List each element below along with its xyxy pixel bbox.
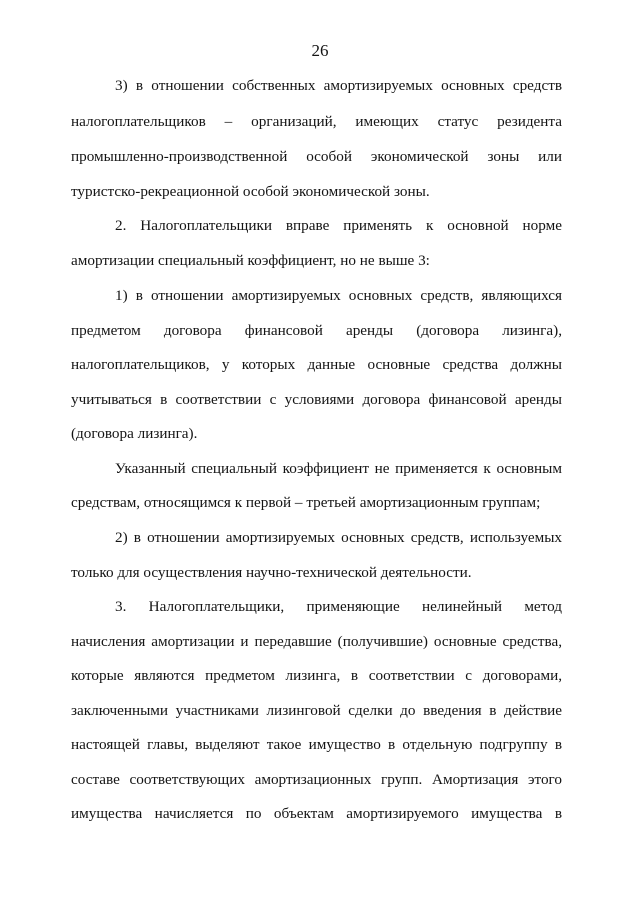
paragraph-line: 3. Налогоплательщики, применяющие нелинейный метод bbox=[115, 598, 562, 615]
paragraph-line: составе соответствующих амортизационных групп. Амортизация этого bbox=[71, 771, 562, 788]
paragraph-line: (договора лизинга). bbox=[71, 425, 198, 442]
paragraph-line: 2. Налогоплательщики вправе применять к основной норме bbox=[115, 217, 562, 234]
paragraph-line: 2) в отношении амортизируемых основных средств, используемых bbox=[115, 529, 562, 546]
paragraph-line: амортизации специальный коэффициент, но не выше 3: bbox=[71, 252, 430, 269]
paragraph-line: начисления амортизации и передавшие (получившие) основные средства, bbox=[71, 633, 562, 650]
paragraph-line: налогоплательщиков, у которых данные основные средства должны bbox=[71, 356, 562, 373]
paragraph-line: которые являются предметом лизинга, в соответствии с договорами, bbox=[71, 667, 562, 684]
paragraph-line: настоящей главы, выделяют такое имущество в отдельную подгруппу в bbox=[71, 736, 562, 753]
paragraph-line: налогоплательщиков – организаций, имеющих статус резидента bbox=[71, 113, 562, 130]
paragraph-line: только для осуществления научно-технической деятельности. bbox=[71, 564, 472, 581]
paragraph-line: Указанный специальный коэффициент не применяется к основным bbox=[115, 460, 562, 477]
paragraph-line: промышленно-производственной особой экономической зоны или bbox=[71, 148, 562, 165]
paragraph-line: учитываться в соответствии с условиями договора финансовой аренды bbox=[71, 391, 562, 408]
paragraph-line: заключенными участниками лизинговой сделки до введения в действие bbox=[71, 702, 562, 719]
paragraph-line: предметом договора финансовой аренды (договора лизинга), bbox=[71, 322, 562, 339]
paragraph-line: 3) в отношении собственных амортизируемых основных средств bbox=[115, 77, 562, 94]
page-number: 26 bbox=[311, 41, 329, 60]
paragraph-line: 1) в отношении амортизируемых основных средств, являющихся bbox=[115, 287, 562, 304]
paragraph-line: туристско-рекреационной особой экономической зоны. bbox=[71, 183, 430, 200]
paragraph-line: средствам, относящимся к первой – третьей амортизационным группам; bbox=[71, 494, 541, 511]
paragraph-line: имущества начисляется по объектам амортизируемого имущества в bbox=[71, 805, 562, 822]
